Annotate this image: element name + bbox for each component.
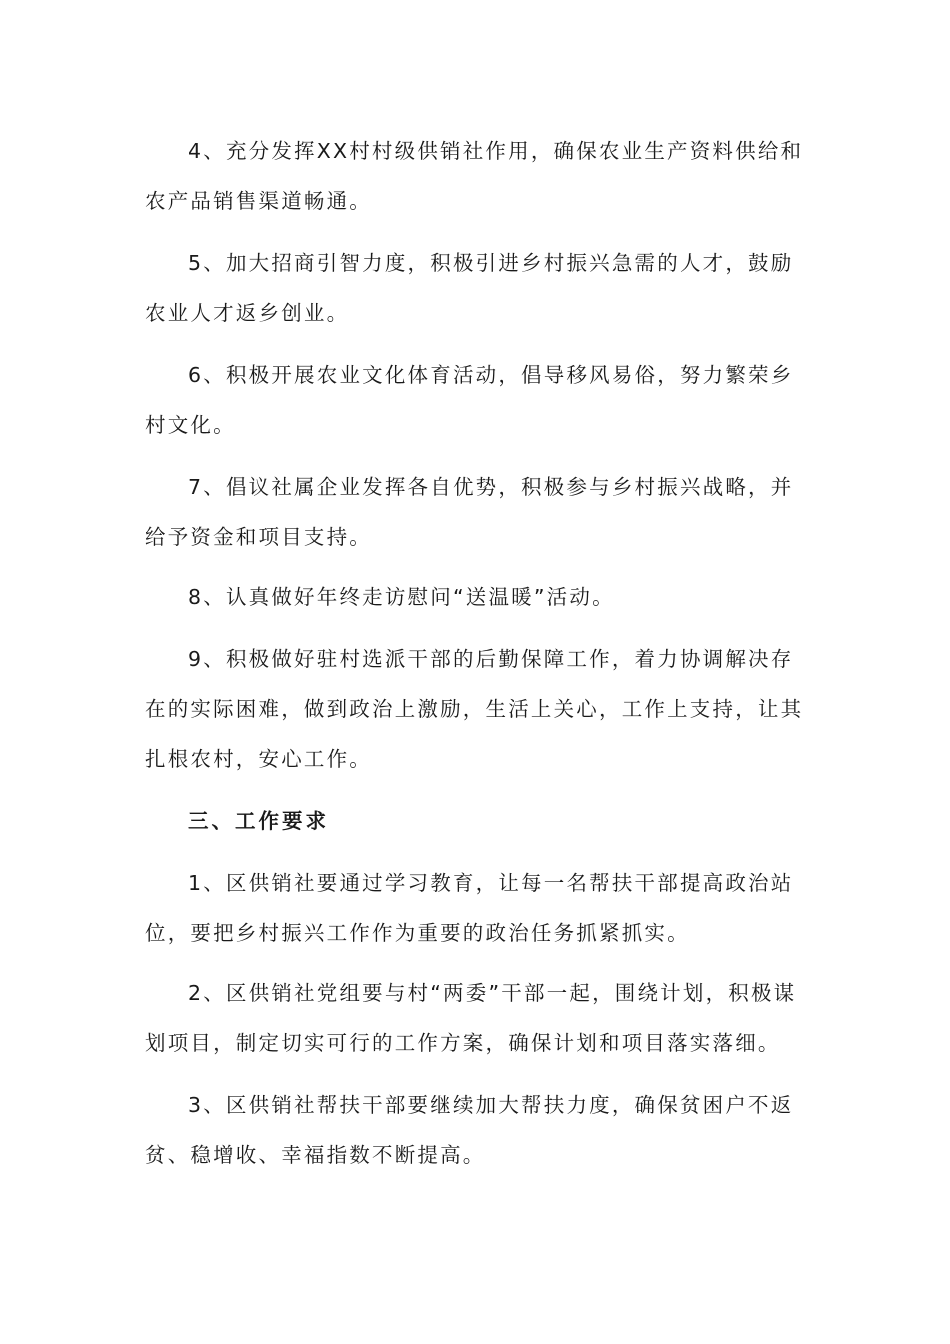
- requirement-item-3: 3、区供销社帮扶干部要继续加大帮扶力度，确保贫困户不返贫、稳增收、幸福指数不断提高。: [145, 1093, 794, 1167]
- paragraph-item-5: 5、加大招商引智力度，积极引进乡村振兴急需的人才，鼓励农业人才返乡创业。: [145, 251, 794, 325]
- paragraph-item-6: 6、积极开展农业文化体育活动，倡导移风易俗，努力繁荣乡村文化。: [145, 363, 794, 437]
- paragraph-item-8: 8、认真做好年终走访慰问“送温暖”活动。: [188, 585, 615, 609]
- requirement-item-2: 2、区供销社党组要与村“两委”干部一起，围绕计划，积极谋划项目，制定切实可行的工作方案，确保计划和项目落实落细。: [145, 981, 797, 1055]
- paragraph-item-4: 4、充分发挥XX村村级供销社作用，确保农业生产资料供给和农产品销售渠道畅通。: [145, 139, 804, 213]
- paragraph-item-7: 7、倡议社属企业发挥各自优势，积极参与乡村振兴战略，并给予资金和项目支持。: [145, 475, 794, 549]
- section-heading: 三、工作要求: [188, 809, 329, 833]
- paragraph-item-9: 9、积极做好驻村选派干部的后勤保障工作，着力协调解决存在的实际困难，做到政治上激励，生活上关心，工作上支持，让其扎根农村，安心工作。: [145, 647, 804, 771]
- requirement-item-1: 1、区供销社要通过学习教育，让每一名帮扶干部提高政治站位，要把乡村振兴工作作为重要的政治任务抓紧抓实。: [145, 871, 794, 945]
